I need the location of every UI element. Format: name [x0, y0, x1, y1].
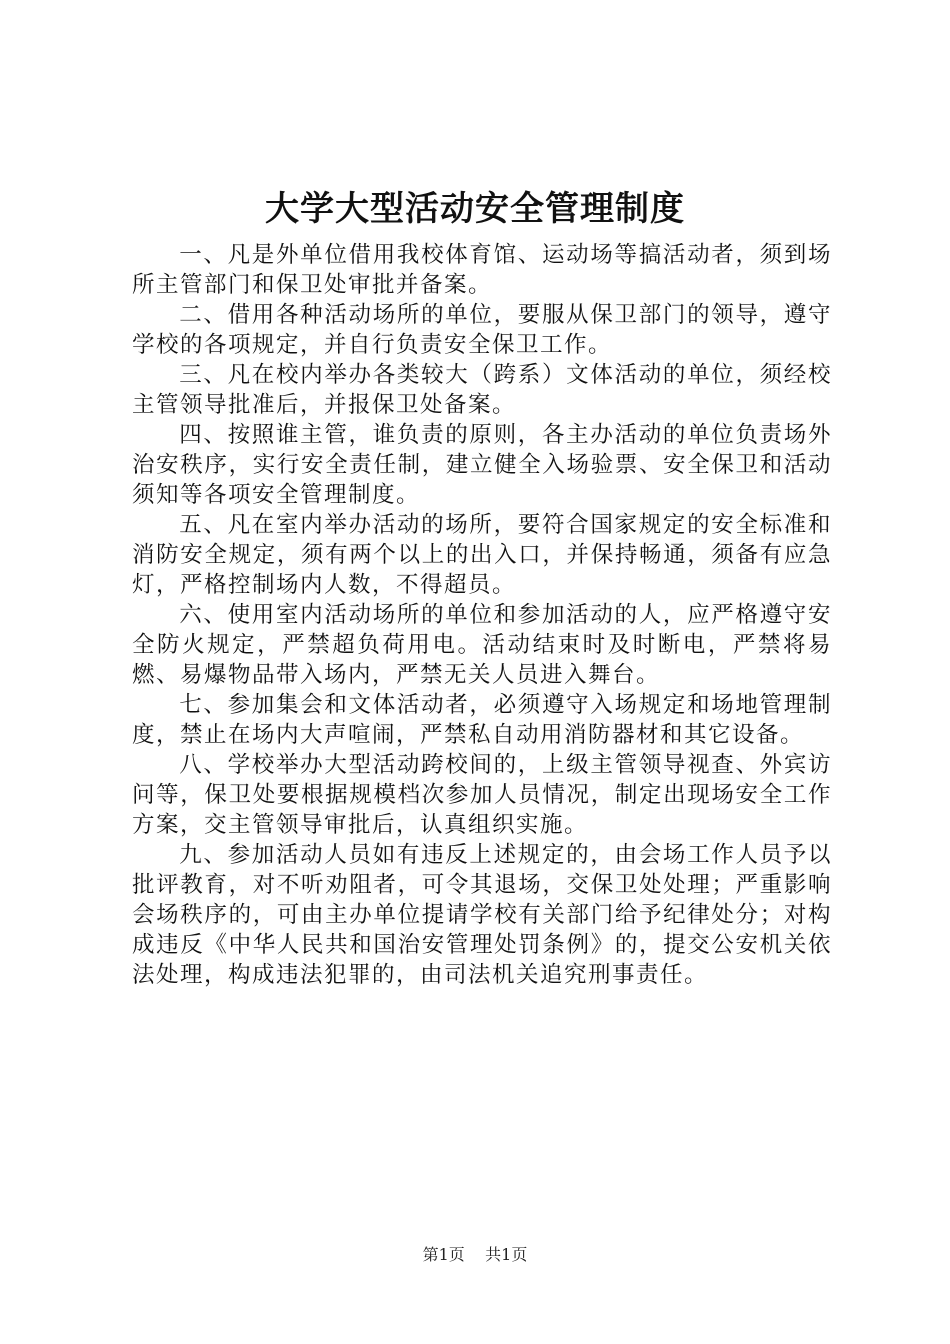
total-pages: 共1页 — [485, 1245, 528, 1264]
paragraph-6: 六、使用室内活动场所的单位和参加活动的人，应严格遵守安全防火规定，严禁超负荷用电。活动结束时及时断电，严禁将易燃、易爆物品带入场内，严禁无关人员进入舞台。 — [132, 602, 832, 688]
page-footer — [0, 1243, 950, 1267]
paragraph-3: 三、凡在校内举办各类较大（跨系）文体活动的单位，须经校主管领导批准后，并报保卫处备案。 — [132, 362, 832, 418]
paragraph-1: 一、凡是外单位借用我校体育馆、运动场等搞活动者，须到场所主管部门和保卫处审批并备案。 — [132, 242, 832, 298]
paragraph-2: 二、借用各种活动场所的单位，要服从保卫部门的领导，遵守学校的各项规定，并自行负责安全保卫工作。 — [132, 302, 832, 358]
document-title: 大学大型活动安全管理制度 — [265, 189, 685, 229]
paragraph-8: 八、学校举办大型活动跨校间的，上级主管领导视查、外宾访问等，保卫处要根据规模档次参加人员情况，制定出现场安全工作方案，交主管领导审批后，认真组织实施。 — [132, 752, 832, 838]
footer-separator — [470, 1245, 480, 1264]
paragraph-5: 五、凡在室内举办活动的场所，要符合国家规定的安全标准和消防安全规定，须有两个以上的出入口，并保持畅通，须备有应急灯，严格控制场内人数，不得超员。 — [132, 512, 832, 598]
paragraph-4: 四、按照谁主管，谁负责的原则，各主办活动的单位负责场外治安秩序，实行安全责任制，建立健全入场验票、安全保卫和活动须知等各项安全管理制度。 — [132, 422, 832, 508]
paragraph-9: 九、参加活动人员如有违反上述规定的，由会场工作人员予以批评教育，对不听劝阻者，可令其退场，交保卫处处理；严重影响会场秩序的，可由主办单位提请学校有关部门给予纪律处分；对构成违反《中华人民共和国治安管理处罚条例》的，提交公安机关依法处理，构成违法犯罪的，由司法机关追究刑事责任。 — [132, 842, 832, 988]
document-body — [132, 240, 832, 990]
page-number: 第1页 — [422, 1245, 465, 1264]
paragraph-7: 七、参加集会和文体活动者，必须遵守入场规定和场地管理制度，禁止在场内大声喧闹，严禁私自动用消防器材和其它设备。 — [132, 692, 832, 748]
